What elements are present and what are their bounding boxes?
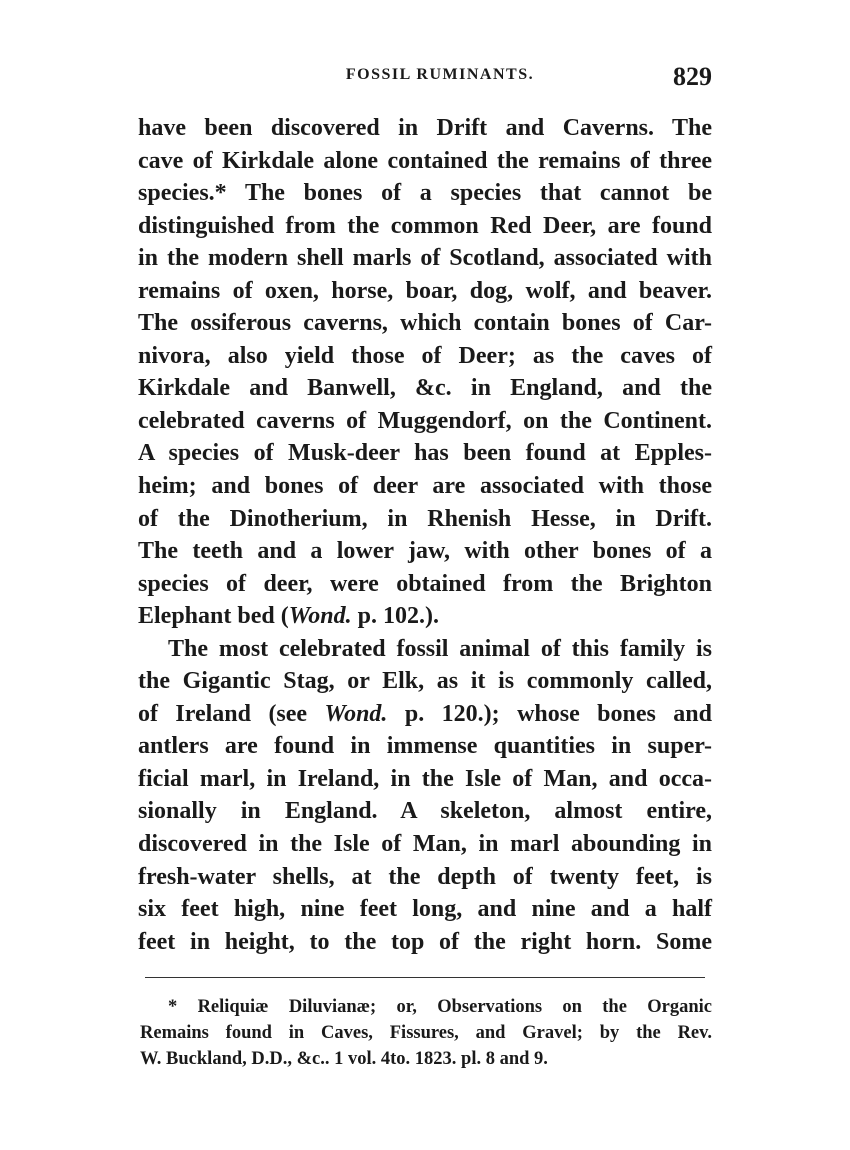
text-line: sionally in England. A skeleton, almost entire, [138,798,712,825]
text-line: of the Dinotherium, in Rhenish Hesse, in Drift. [138,505,712,532]
text-line: species.* The bones of a species that cannot be [138,180,712,207]
footnote [140,994,712,1072]
text-line: ficial marl, in Ireland, in the Isle of Man, and occa- [138,765,712,792]
text-line: A species of Musk-deer has been found at Epples- [138,440,712,467]
footnote-line: W. Buckland, D.D., &c.. 1 vol. 4to. 1823. pl. 8 and 9. [140,1049,548,1069]
text-line: distinguished from the common Red Deer, are found [138,212,712,239]
text-line: in the modern shell marls of Scotland, associated with [138,245,712,272]
footnote-line: Remains found in Caves, Fissures, and Gravel; by the Rev. [140,1023,712,1043]
text-line: cave of Kirkdale alone contained the remains of three [138,147,712,174]
text-line: celebrated caverns of Muggendorf, on the Continent. [138,407,712,434]
footnote-line: * Reliquiæ Diluvianæ; or, Observations on the Organic [168,997,712,1017]
text-line: fresh-water shells, at the depth of twenty feet, is [138,863,712,890]
body-text [138,112,712,958]
text-line: feet in height, to the top of the right horn. Some [138,928,712,955]
running-title: FOSSIL RUMINANTS. [345,66,535,83]
text-line: heim; and bones of deer are associated with those [138,473,712,500]
text-line: nivora, also yield those of Deer; as the caves of [138,342,712,369]
text-line: species of deer, were obtained from the Brighton [138,570,712,597]
text-line: The teeth and a lower jaw, with other bones of a [138,538,712,565]
text-line: six feet high, nine feet long, and nine and a half [138,896,712,923]
text-line: remains of oxen, horse, boar, dog, wolf, and beaver. [138,277,712,304]
text-line: Kirkdale and Banwell, &c. in England, and the [138,375,712,402]
text-line: The ossiferous caverns, which contain bones of Car- [138,310,712,337]
text-line: have been discovered in Drift and Caverns. The [138,115,712,141]
page-number: 829 [673,62,712,91]
running-head [138,62,712,92]
text-line: The most celebrated fossil animal of this family is [168,635,712,662]
footnote-rule [145,977,705,978]
text-line: of Ireland (see Wond. p. 120.); whose bones and [138,700,712,727]
text-line: discovered in the Isle of Man, in marl abounding in [138,831,712,858]
text-line: the Gigantic Stag, or Elk, as it is commonly called, [138,668,712,695]
text-line: antlers are found in immense quantities in super- [138,733,712,760]
text-line: Elephant bed (Wond. p. 102.). [138,603,439,630]
